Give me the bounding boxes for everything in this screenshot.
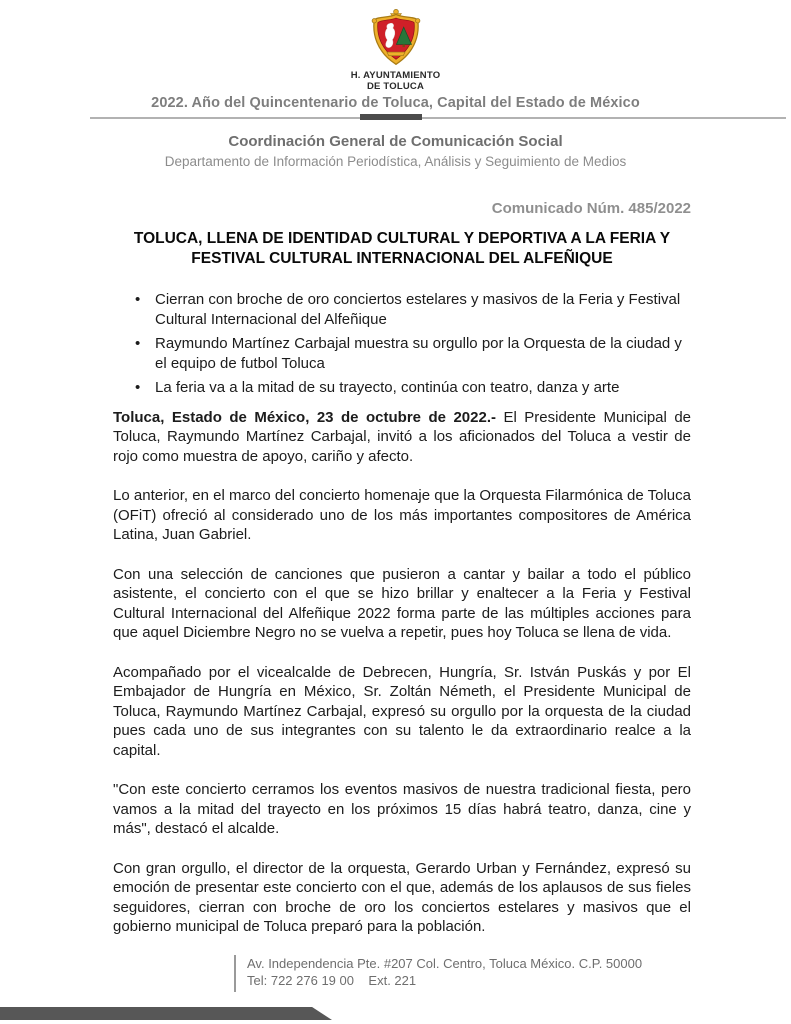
paragraph-text: Con una selección de canciones que pusieron a cantar y bailar a todo el público asistente, el concierto con el que se hizo brillar y enaltecer a la Feria y Festival Cultural Internacional del Alfeñique 2022 forma parte de las múltiples acciones para que aquel Diciembre Negro no se vuelva a repetir, pues hoy Toluca se llena de vida.: [113, 565, 691, 641]
document-body: [113, 229, 691, 957]
footer-accent-bar: [0, 1007, 332, 1020]
org-name: Coordinación General de Comunicación Social: [228, 133, 563, 150]
logo-caption-line2: DE TOLUCA: [366, 81, 425, 93]
logo-caption-line1: H. AYUNTAMIENTO: [350, 70, 441, 81]
paragraph: [113, 663, 691, 761]
header-divider: [90, 117, 786, 119]
paragraph-text: Lo anterior, en el marco del concierto homenaje que la Orquesta Filarmónica de Toluca (OFiT) ofreció al considerado uno de los más importantes compositores de América Latina, Juan Gabriel.: [113, 487, 691, 543]
paragraph: [113, 859, 691, 937]
dept-name: Departamento de Información Periodística, Análisis y Seguimiento de Medios: [164, 154, 627, 169]
year-banner: 2022. Año del Quincentenario de Toluca, Capital del Estado de México: [151, 95, 640, 111]
paragraph-text: El Presidente Municipal de Toluca, Raymundo Martínez Carbajal, invitó a los aficionados del Toluca a vestir de rojo como muestra de apoyo, cariño y afecto.: [113, 408, 692, 465]
bullet-item: [113, 290, 691, 329]
paragraph: [113, 486, 691, 545]
bullet-text: La feria va a la mitad de su trayecto, continúa con teatro, danza y arte: [155, 379, 620, 396]
footer-divider: [234, 955, 236, 992]
release-number: Comunicado Núm. 485/2022: [491, 200, 691, 217]
paragraph-text: Acompañado por el vicealcalde de Debrecen, Hungría, Sr. István Puskás y por El Embajador de Hungría en México, Sr. Zoltán Németh, el Presidente Municipal de Toluca, Raymundo Martínez Carbajal, expresó su orgullo por la orquesta de la ciudad pues cada uno de sus integrantes con su talento le da extraordinario realce a la capital.: [113, 663, 691, 759]
bullet-dot-icon: •: [135, 335, 141, 352]
paragraph: [113, 565, 691, 643]
paragraph-text: "Con este concierto cerramos los eventos masivos de nuestra tradicional fiesta, pero vamos a la mitad del trayecto en los próximos 15 días habrá teatro, danza, cine y más", destacó el alcalde.: [113, 781, 691, 837]
paragraph-text: Con gran orgullo, el director de la orquesta, Gerardo Urban y Fernández, expresó su emoción de presentar este concierto con el que, además de los aplausos de sus fieles seguidores, cierran con broche de oro los conciertos estelares y masivos que el gobierno municipal de Toluca preparó para la población.: [113, 859, 691, 935]
logo-block: [0, 8, 791, 92]
bullet-text: Cierran con broche de oro conciertos estelares y masivos de la Feria y Festival Cultural Internacional del Alfeñique: [155, 291, 681, 328]
highlight-bullet-list: [113, 290, 691, 398]
bullet-item: [113, 378, 691, 398]
footer-contact: [247, 956, 767, 989]
logo-caption: [0, 70, 791, 92]
footer-phone: Tel: 722 276 19 00 Ext. 221: [247, 972, 417, 988]
bullet-item: [113, 334, 691, 373]
toluca-coat-of-arms-icon: [367, 8, 425, 68]
bullet-dot-icon: •: [135, 379, 141, 396]
dateline: Toluca, Estado de México, 23 de octubre de 2022.-: [113, 408, 496, 426]
header-divider-accent: [360, 114, 422, 120]
footer-address: Av. Independencia Pte. #207 Col. Centro, Toluca México. C.P. 50000: [247, 956, 643, 971]
paragraph: [113, 408, 691, 467]
bullet-dot-icon: •: [135, 291, 141, 308]
bullet-text: Raymundo Martínez Carbajal muestra su orgullo por la Orquesta de la ciudad y el equipo de futbol Toluca: [155, 335, 682, 372]
paragraph: [113, 780, 691, 839]
document-title: TOLUCA, LLENA DE IDENTIDAD CULTURAL Y DEPORTIVA A LA FERIA Y FESTIVAL CULTURAL INTERNACIONAL DEL ALFEÑIQUE: [133, 230, 671, 267]
